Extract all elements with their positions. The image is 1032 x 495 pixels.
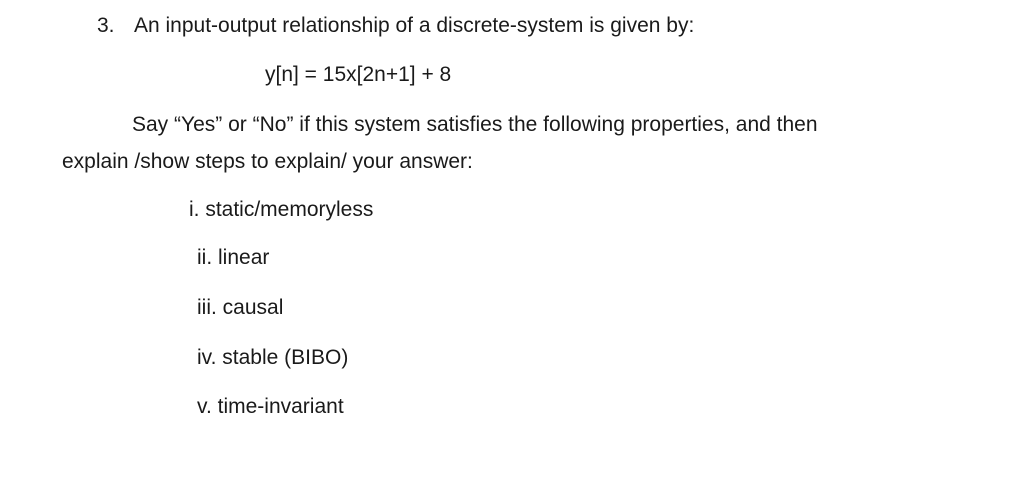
question-prompt: An input-output relationship of a discrete-system is given by: (134, 14, 695, 37)
system-equation: y[n] = 15x[2n+1] + 8 (265, 63, 452, 86)
property-item-causal: iii. causal (197, 296, 284, 319)
property-item-static: i. static/memoryless (189, 198, 374, 221)
instruction-line-1: Say “Yes” or “No” if this system satisfies the following properties, and then (132, 113, 818, 136)
property-item-linear: ii. linear (197, 246, 270, 269)
property-item-stable: iv. stable (BIBO) (197, 346, 349, 369)
question-number: 3. (97, 14, 115, 37)
instruction-line-2: explain /show steps to explain/ your answer: (62, 150, 473, 173)
property-item-time-invariant: v. time-invariant (197, 395, 344, 418)
